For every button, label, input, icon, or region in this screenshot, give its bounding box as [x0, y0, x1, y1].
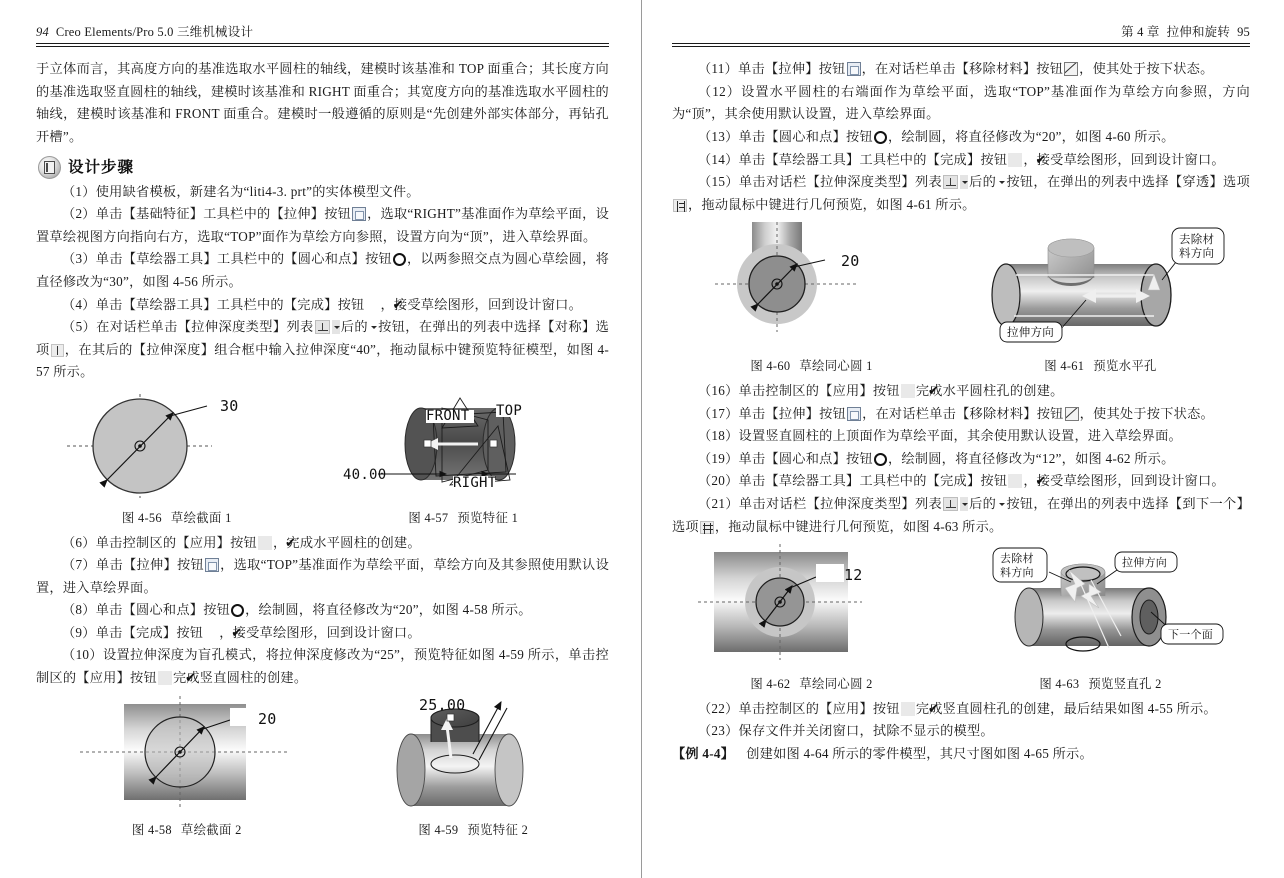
left-book-title: Creo Elements/Pro 5.0 三维机械设计 [55, 25, 254, 39]
figure-4-59-dimension: 25.00 [419, 695, 466, 714]
step-14: （14）单击【草绘器工具】工具栏中的【完成】按钮 ✔ ，接受草绘图形，回到设计窗口。 [672, 149, 1250, 172]
left-running-head [36, 22, 609, 40]
done-check-icon-2 [204, 626, 218, 640]
chevron-down-icon-4 [997, 175, 1005, 189]
done-check-icon [365, 298, 379, 312]
step-10: （10）设置拉伸深度为盲孔模式，将拉伸深度修改为“25”，预览特征如图 4-59 所示，单击控制区的【应用】按钮 ✔ 完成竖直圆柱的创建。 [36, 644, 609, 689]
figure-4-61 [976, 222, 1226, 378]
figure-4-60-art [697, 222, 927, 348]
chevron-down-icon-5 [960, 497, 968, 511]
extrude-icon [352, 207, 366, 221]
figure-4-61-callout-1-line1: 去除材 [1178, 234, 1214, 247]
concentric-sketch-1-drawing [697, 222, 927, 348]
section-heading-label: 设计步骤 [68, 157, 135, 176]
depth-type-icon-2 [943, 175, 958, 189]
right-body [672, 58, 1250, 765]
extrude-icon-4 [847, 407, 861, 421]
step-12: （12）设置水平圆柱的右端面作为草绘平面，选取“TOP”基准面作为草绘方向参照，方向为“顶”，其余使用默认设置，进入草绘界面。 [672, 83, 1250, 122]
center-and-point-circle-icon-2 [231, 604, 244, 617]
datum-right-label: RIGHT [453, 474, 497, 491]
left-body [36, 58, 609, 841]
figure-4-58 [62, 696, 312, 842]
figure-4-59 [363, 696, 583, 842]
chevron-down-icon-6 [997, 497, 1005, 511]
figure-4-57 [338, 390, 588, 530]
step-7: （7）单击【拉伸】按钮 ，选取“TOP”基准面作为草绘平面，草绘方向及其参照使用默认设置，进入草绘界面。 [36, 557, 610, 595]
chevron-down-icon-3 [960, 175, 968, 189]
section-heading [38, 156, 609, 179]
figure-4-58-caption: 图 4-58 草绘截面 2 [131, 822, 242, 837]
figure-4-59-caption: 图 4-59 预览特征 2 [418, 822, 529, 837]
step-8: （8）单击【圆心和点】按钮 ，绘制圆，将直径修改为“20”，如图 4-58 所示。 [62, 602, 532, 618]
depth-type-icon-3 [943, 497, 958, 511]
figure-4-62-dimension: 12 [843, 566, 863, 585]
sketch-section-2-drawing [62, 696, 312, 812]
remove-material-icon [1064, 62, 1078, 76]
step-19: （19）单击【圆心和点】按钮 ，绘制圆，将直径修改为“12”，如图 4-62 所示。 [698, 450, 1175, 466]
datum-front-label: FRONT [426, 407, 470, 424]
figure-4-61-callout-2: 拉伸方向 [1006, 327, 1054, 340]
step-21: （21）单击对话栏【拉伸深度类型】列表 后的 按钮，在弹出的列表中选择【到下一个】选项 ，拖动鼠标中键进行几何预览，如图 4-63 所示。 [672, 495, 1251, 534]
example-text: 创建如图 4-64 所示的零件模型，其尺寸图如图 4-65 所示。 [746, 745, 1093, 761]
step-18: （18）设置竖直圆柱的上顶面作为草绘平面，其余使用默认设置，进入草绘界面。 [698, 428, 1182, 444]
figure-4-57-dimension: 40.00 [343, 466, 387, 483]
step-4: （4）单击【草绘器工具】工具栏中的【完成】按钮 ✔ ，接受草绘图形，回到设计窗口。 [36, 294, 609, 317]
figure-4-59-art [363, 696, 583, 812]
step-23: （23）保存文件并关闭窗口，拭除不显示的模型。 [698, 723, 994, 739]
right-chapter-title: 拉伸和旋转 [1166, 25, 1231, 39]
step-13: （13）单击【圆心和点】按钮 ，绘制圆，将直径修改为“20”，如图 4-60 所示。 [698, 128, 1175, 144]
right-page-number: 95 [1237, 25, 1250, 39]
extrude-icon-2 [205, 558, 219, 572]
left-header-rule [36, 43, 609, 47]
figure-4-62-caption: 图 4-62 草绘同心圆 2 [750, 677, 873, 692]
through-all-option-icon [673, 199, 687, 212]
step-16: （16）单击控制区的【应用】按钮 ✔ 完成水平圆柱孔的创建。 [672, 380, 1250, 403]
center-and-point-circle-icon-4 [874, 453, 887, 466]
notebook-icon [38, 156, 61, 179]
figure-4-63-callout-3: 下一个面 [1167, 629, 1213, 642]
preview-feature-1-drawing [338, 390, 588, 500]
figure-4-58-dimension: 20 [257, 709, 277, 728]
figure-4-56-art [57, 390, 297, 500]
example-4-4 [672, 743, 1250, 766]
figure-4-60-caption: 图 4-60 草绘同心圆 1 [750, 359, 873, 374]
figure-row-3 [672, 222, 1250, 378]
step-5: （5）在对话栏单击【拉伸深度类型】列表 后的 按钮，在弹出的列表中选择【对称】选项 ，在其后的【拉伸深度】组合框中输入拉伸深度“40”，拖动鼠标中键预览特征模型，如图 4-57 所示。 [36, 319, 610, 380]
figure-4-57-caption: 图 4-57 预览特征 1 [408, 510, 519, 525]
datum-top-label: TOP [496, 402, 523, 419]
step-3: （3）单击【草绘器工具】工具栏中的【圆心和点】按钮 ，以两参照交点为圆心草绘圆，将直径修改为“30”，如图 4-56 所示。 [36, 251, 610, 289]
apply-check-icon [258, 536, 272, 550]
apply-check-icon-2 [158, 671, 172, 685]
figure-4-63-callout-2: 拉伸方向 [1121, 557, 1167, 570]
example-label: 【例 4-4】 [672, 745, 735, 761]
done-check-icon-4 [1008, 474, 1022, 488]
center-and-point-circle-icon [393, 253, 406, 266]
step-17: （17）单击【拉伸】按钮 ，在对话栏单击【移除材料】按钮 ，使其处于按下状态。 [698, 405, 1214, 421]
figure-4-63-callout-1-line1: 去除材 [999, 553, 1034, 566]
preview-feature-2-drawing [363, 696, 583, 812]
figure-4-60 [697, 222, 927, 378]
step-11: （11）单击【拉伸】按钮 ，在对话栏单击【移除材料】按钮 ，使其处于按下状态。 [698, 61, 1214, 77]
sketch-section-1-drawing [57, 390, 297, 500]
to-next-option-icon [700, 521, 714, 534]
step-6: （6）单击控制区的【应用】按钮 ✔ ，完成水平圆柱的创建。 [36, 532, 609, 555]
figure-4-61-art [976, 222, 1226, 348]
preview-vertical-hole-drawing [971, 544, 1231, 666]
center-and-point-circle-icon-3 [874, 131, 887, 144]
figure-4-61-caption: 图 4-61 预览水平孔 [1044, 359, 1157, 374]
symmetric-option-icon [51, 344, 64, 357]
right-header-rule [672, 43, 1250, 47]
left-page-number: 94 [36, 25, 49, 39]
preview-horizontal-hole-drawing [976, 222, 1226, 348]
step-1: （1）使用缺省模板，新建名为“liti4-3. prt”的实体模型文件。 [62, 183, 420, 199]
right-page [642, 0, 1284, 878]
figure-4-62-art [692, 544, 932, 666]
figure-row-1 [36, 390, 609, 530]
step-9: （9）单击【完成】按钮 ✔ ，接受草绘图形，回到设计窗口。 [36, 622, 609, 645]
chevron-down-icon [332, 320, 340, 334]
right-running-head [672, 22, 1250, 40]
remove-material-icon-2 [1065, 407, 1079, 421]
step-15: （15）单击对话栏【拉伸深度类型】列表 后的 按钮，在弹出的列表中选择【穿透】选项，拖动鼠标中键进行几何预览，如图 4-61 所示。 [672, 171, 1250, 216]
figure-4-56-caption: 图 4-56 草绘截面 1 [121, 510, 232, 525]
step-2: （2）单击【基础特征】工具栏中的【拉伸】按钮 ，选取“RIGHT”基准面作为草绘平面，设置草绘视图方向指向右方，选取“TOP”面作为草绘方向参照，设置方向为“顶”，进入草绘界面。 [36, 206, 610, 244]
right-chapter-label: 第 4 章 [1121, 25, 1160, 39]
extrude-icon-3 [847, 62, 861, 76]
figure-4-63 [971, 544, 1231, 696]
concentric-sketch-2-drawing [692, 544, 932, 666]
done-check-icon-3 [1008, 153, 1022, 167]
figure-row-4 [672, 544, 1250, 696]
chevron-down-icon-2 [369, 320, 377, 334]
figure-4-62 [692, 544, 932, 696]
depth-type-icon [315, 320, 330, 334]
step-20: （20）单击【草绘器工具】工具栏中的【完成】按钮 ✔ ，接受草绘图形，回到设计窗口。 [672, 470, 1250, 493]
figure-4-57-art [338, 390, 588, 500]
figure-row-2 [36, 696, 609, 842]
figure-4-56 [57, 390, 297, 530]
intro-paragraph: 于立体而言，其高度方向的基准选取水平圆柱的轴线，建模时该基准和 TOP 面重合；其长度方向的基准选取竖直圆柱的轴线，建模时该基准和 RIGHT 面重合；其宽度方向的基准选取水平圆柱的轴线，建模时该基准和 FRONT 面重合。建模时一般遵循的原则是“先创建外部实体部分，再钻孔开槽”。 [36, 61, 609, 144]
apply-check-icon-3 [901, 384, 915, 398]
figure-4-63-callout-1-line2: 料方向 [999, 567, 1034, 580]
figure-4-60-dimension: 20 [840, 252, 860, 271]
figure-4-63-caption: 图 4-63 预览竖直孔 2 [1039, 677, 1162, 692]
step-22: （22）单击控制区的【应用】按钮 ✔ 完成竖直圆柱孔的创建，最后结果如图 4-55 所示。 [672, 698, 1250, 721]
figure-4-58-art [62, 696, 312, 812]
figure-4-56-dimension: 30 [219, 396, 239, 415]
figure-4-61-callout-1-line2: 料方向 [1178, 248, 1214, 261]
apply-check-icon-4 [901, 702, 915, 716]
figure-4-63-art [971, 544, 1231, 666]
